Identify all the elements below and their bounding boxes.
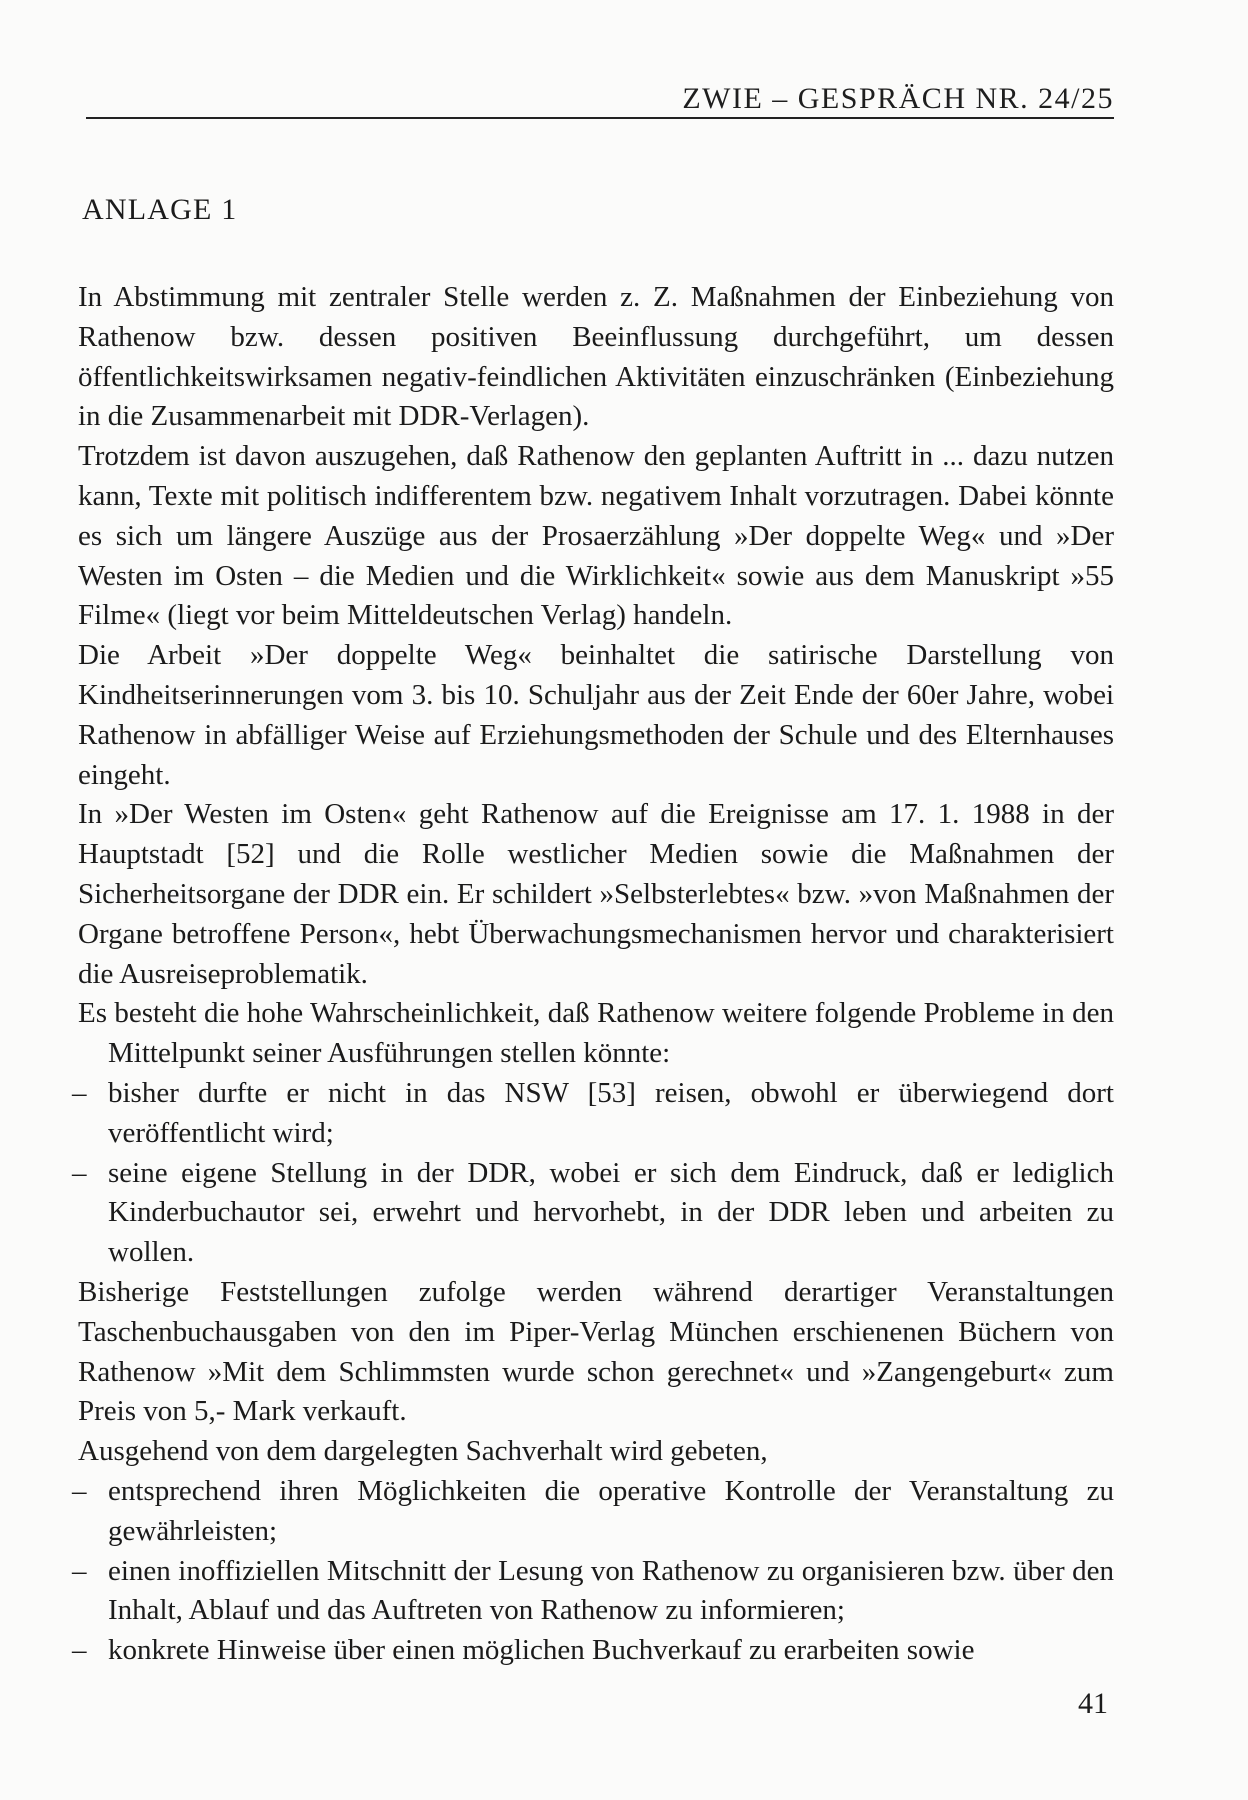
paragraph: Ausgehend von dem dargelegten Sachverhalt wird gebeten, (78, 1435, 768, 1468)
paragraph: Die Arbeit »Der doppelte Weg« beinhaltet die satirische Darstellung von Kindheitserinnerungen vom 3. bis 10. Schuljahr aus der Zeit Ende der 60er Jahre, wobei Rathenow in abfälliger Weise auf Erziehungsmethoden der Schule und des Elternhauses eingeht. (78, 639, 1114, 791)
list-item-text: entsprechend ihren Möglichkeiten die operative Kontrolle der Veranstaltung zu gewährleisten; (108, 1474, 1114, 1547)
list-item (72, 1472, 1114, 1552)
dash-marker: – (72, 1474, 87, 1507)
list-item-text: seine eigene Stellung in der DDR, wobei er sich dem Eindruck, daß er lediglich Kinderbuchautor sei, erwehrt und hervorhebt, in der DDR leben und arbeiten zu wollen. (108, 1156, 1114, 1269)
list-item-text: bisher durfte er nicht in das NSW [53] reisen, obwohl er überwiegend dort veröffentlicht wird; (108, 1076, 1114, 1149)
paragraph: Trotzdem ist davon auszugehen, daß Rathenow den geplanten Auftritt in ... dazu nutzen kann, Texte mit politisch indifferentem bzw. negativem Inhalt vorzutragen. Dabei könnte es sich um längere Auszüge aus der Prosaerzählung »Der doppelte Weg« und »Der Westen im Osten – die Medien und die Wirklichkeit« sowie aus dem Manuskript »55 Filme« (liegt vor beim Mitteldeutschen Verlag) handeln. (78, 440, 1114, 632)
dash-marker: – (72, 1554, 87, 1587)
list-item (72, 1552, 1114, 1632)
section-title: ANLAGE 1 (82, 193, 238, 226)
list-item-text: einen inoffiziellen Mitschnitt der Lesung von Rathenow zu organisieren bzw. über den Inhalt, Ablauf und das Auftreten von Rathenow zu informieren; (108, 1554, 1114, 1627)
list-item-text: konkrete Hinweise über einen möglichen Buchverkauf zu erarbeiten sowie (108, 1634, 975, 1667)
paragraph: Bisherige Feststellungen zufolge werden während derartiger Veranstaltungen Taschenbuchausgaben von den im Piper-Verlag München erschienenen Büchern von Rathenow »Mit dem Schlimmsten wurde schon gerechnet« und »Zangengeburt« zum Preis von 5,- Mark verkauft. (78, 1275, 1114, 1428)
list-item (72, 1074, 1114, 1154)
list-item (72, 1154, 1114, 1273)
running-head: ZWIE – GESPRÄCH NR. 24/25 (682, 82, 1114, 115)
header-rule (86, 117, 1114, 119)
dash-marker: – (72, 1156, 87, 1189)
paragraph: In »Der Westen im Osten« geht Rathenow auf die Ereignisse am 17. 1. 1988 in der Hauptstadt [52] und die Rolle westlicher Medien sowie die Maßnahmen der Sicherheitsorgane der DDR ein. Er schildert »Selbsterlebtes« bzw. »von Maßnahmen der Organe betroffene Person«, hebt Überwachungsmechanismen hervor und charakterisiert die Ausreiseproblematik. (78, 798, 1114, 990)
list-item (72, 1631, 1114, 1671)
dash-marker: – (72, 1634, 87, 1667)
body-text (72, 278, 1114, 1671)
paragraph: Es besteht die hohe Wahrscheinlichkeit, daß Rathenow weitere folgende Probleme in den Mittelpunkt seiner Ausführungen stellen könnte: (78, 997, 1114, 1070)
dash-list (72, 1074, 1114, 1273)
dash-marker: – (72, 1076, 87, 1109)
page-number: 41 (1078, 1687, 1108, 1720)
paragraph: In Abstimmung mit zentraler Stelle werden z. Z. Maßnahmen der Einbeziehung von Rathenow bzw. dessen positiven Beeinflussung durchgeführt, um dessen öffentlichkeitswirksamen negativ-feindlichen Aktivitäten einzuschränken (Einbeziehung in die Zusammenarbeit mit DDR-Verlagen). (78, 281, 1114, 433)
dash-list (72, 1472, 1114, 1671)
